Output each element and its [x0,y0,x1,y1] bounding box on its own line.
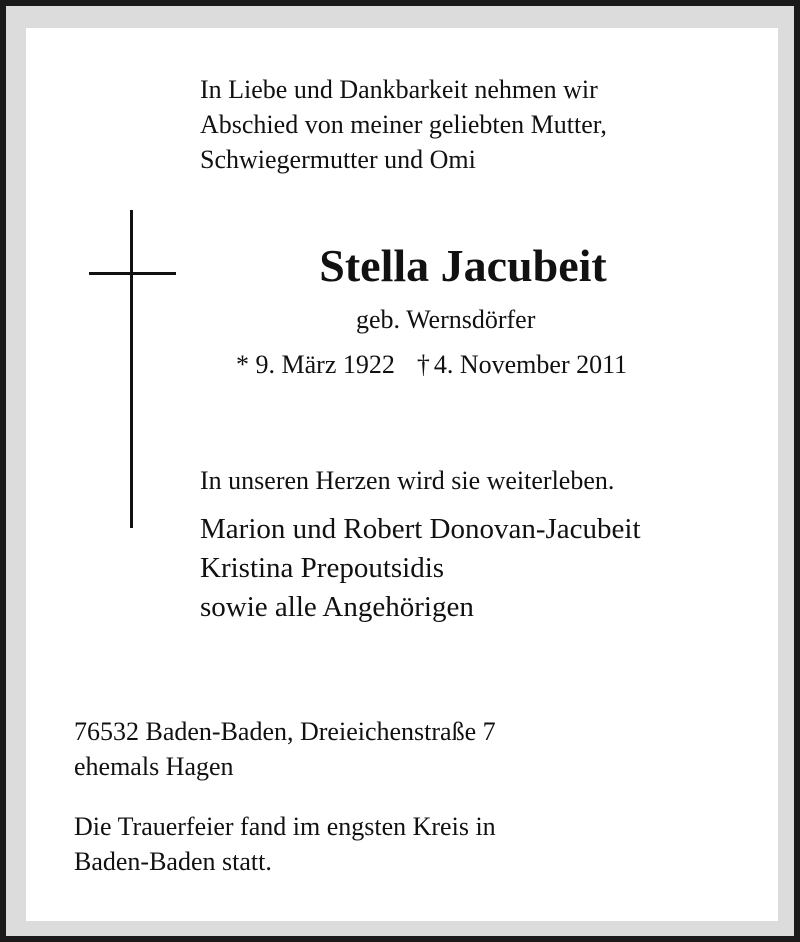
dagger-icon: † [416,350,430,379]
intro-line: Abschied von meiner geliebten Mutter, [200,110,607,139]
mourner-line: Marion und Robert Donovan-Jacubeit [200,513,641,545]
life-dates [236,347,627,382]
mourner-line: sowie alle Angehörigen [200,591,474,623]
intro-line: In Liebe und Dankbarkeit nehmen wir [200,75,598,104]
address-line: 76532 Baden-Baden, Dreieichenstraße 7 [74,717,496,746]
maiden-name: geb. Wernsdörfer [356,305,536,334]
mourner-line: Kristina Prepoutsidis [200,552,445,584]
mourners-list [200,510,641,627]
address-line: ehemals Hagen [74,752,234,781]
intro-text [200,72,607,177]
funeral-line: Die Trauerfeier fand im engsten Kreis in [74,812,496,841]
funeral-note [74,809,496,879]
motto-text: In unseren Herzen wird sie weiterleben. [200,466,615,495]
death-date: 4. November 2011 [433,350,628,379]
intro-line: Schwiegermutter und Omi [200,145,476,174]
birth-date: * 9. März 1922 [236,350,395,379]
deceased-name: Stella Jacubeit [319,240,607,291]
funeral-line: Baden-Baden statt. [74,847,272,876]
address-block [74,714,496,784]
